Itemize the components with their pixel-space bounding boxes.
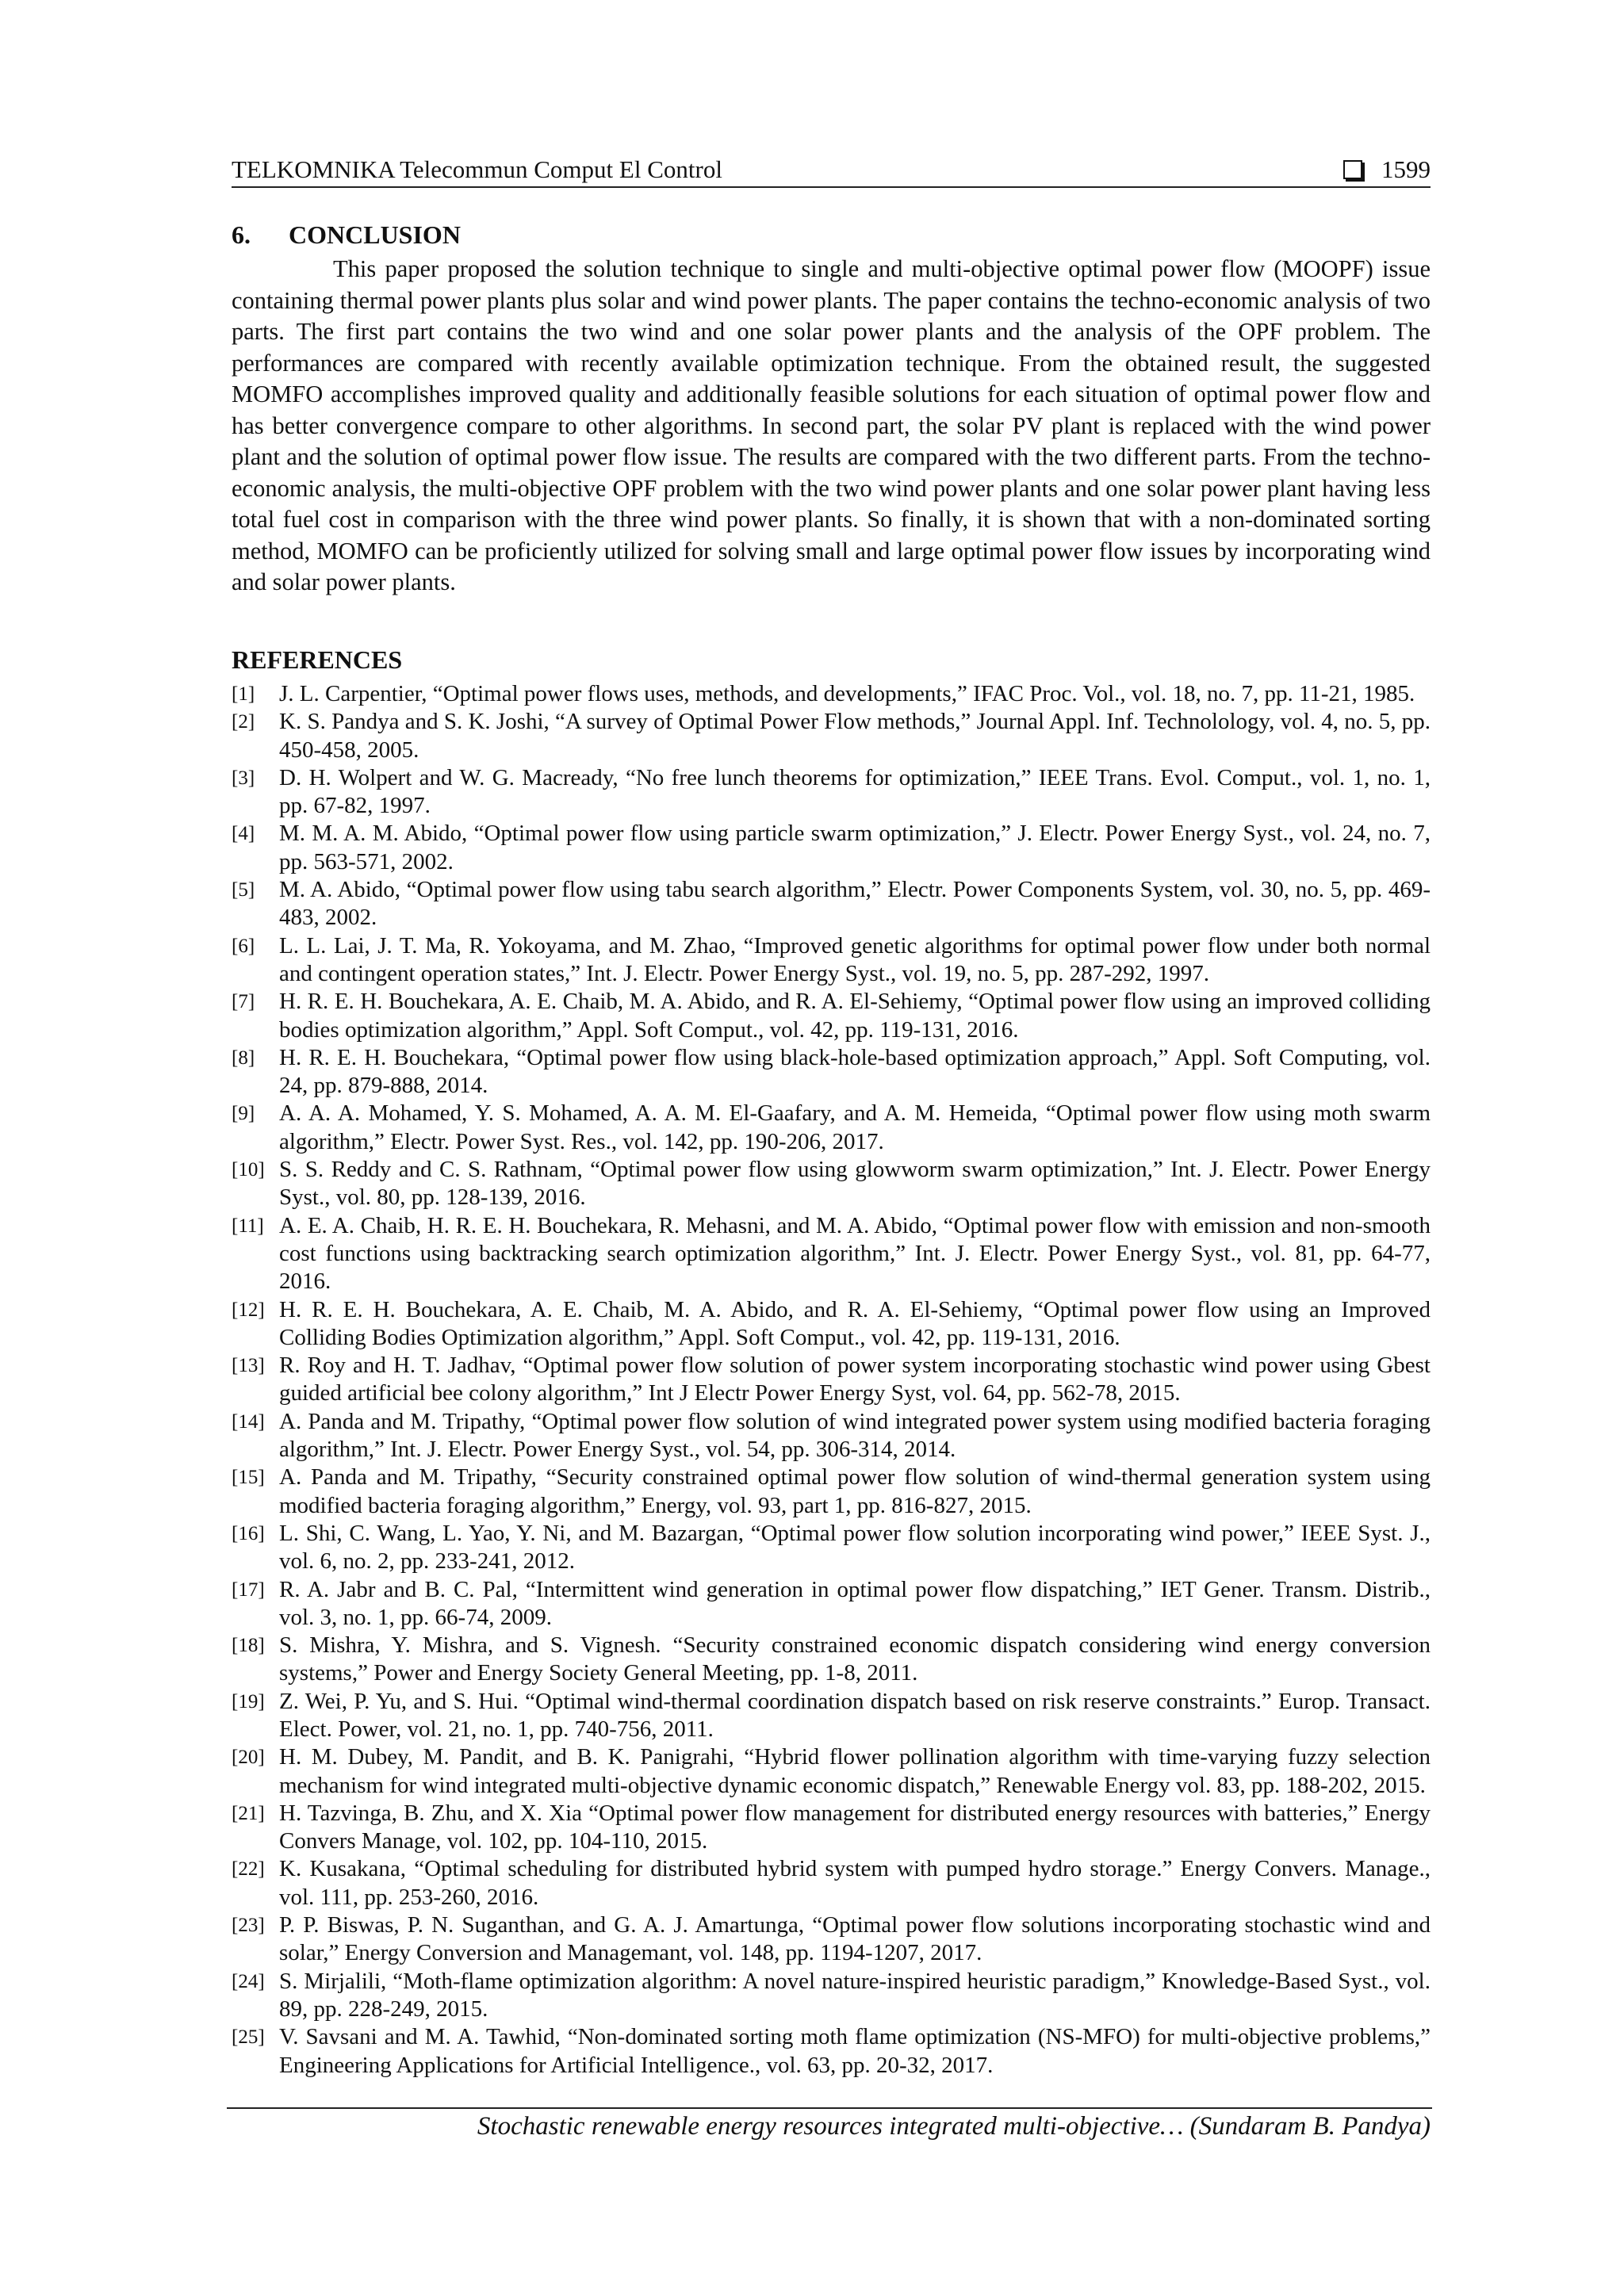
reference-text: R. A. Jabr and B. C. Pal, “Intermittent wind generation in optimal power flow dispatching,” IET Gener. Transm. Distrib., vol. 3, no. 1, pp. 66-74, 2009. [279,1576,1431,1630]
reference-number: [14] [232,1410,265,1433]
reference-item [232,680,1431,708]
reference-item [232,2023,1431,2080]
reference-text: P. P. Biswas, P. N. Suganthan, and G. A. J. Amartunga, “Optimal power flow solutions incorporating stochastic wind and solar,” Energy Conversion and Managemant, vol. 148, pp. 1194-1207, 2017. [279,1912,1431,1966]
reference-text: M. M. A. M. Abido, “Optimal power flow using particle swarm optimization,” J. Electr. Power Energy Syst., vol. 24, no. 7, pp. 563-571, 2002. [279,821,1431,874]
reference-number: [5] [232,879,255,901]
reference-item [232,1911,1431,1968]
reference-text: R. Roy and H. T. Jadhav, “Optimal power flow solution of power system incorporating stochastic wind power using Gbest guided artificial bee colony algorithm,” Int J Electr Power Energy Syst, vol. 64, pp. 562-78, 2015. [279,1353,1431,1406]
reference-item [232,1044,1431,1100]
reference-text: H. Tazvinga, B. Zhu, and X. Xia “Optimal power flow management for distributed energy resources with batteries,” Energy Convers Manage, vol. 102, pp. 104-110, 2015. [279,1800,1431,1854]
reference-text: V. Savsani and M. A. Tawhid, “Non-dominated sorting moth flame optimization (NS-MFO) for multi-objective problems,” Engineering Applications for Artificial Intelligence., vol. 63, pp. 20-32, 2017. [279,2024,1431,2078]
reference-item [232,1212,1431,1296]
reference-item [232,988,1431,1044]
reference-number: [20] [232,1747,265,1769]
reference-item [232,1464,1431,1520]
page-number: 1599 [1381,155,1431,183]
reference-text: M. A. Abido, “Optimal power flow using tabu search algorithm,” Electr. Power Components System, vol. 30, no. 5, pp. 469-483, 2002. [279,877,1431,931]
header-right [1343,155,1431,184]
reference-item [232,1156,1431,1212]
references-heading: REFERENCES [232,645,403,674]
journal-name: TELKOMNIKA Telecommun Comput El Control [232,155,722,183]
reference-item [232,1576,1431,1632]
reference-text: J. L. Carpentier, “Optimal power flows uses, methods, and developments,” IFAC Proc. Vol., vol. 18, no. 7, pp. 11-21, 1985. [279,681,1415,706]
running-footer: Stochastic renewable energy resources integrated multi-objective… (Sundaram B. Pandya) [477,2112,1431,2141]
conclusion-paragraph: This paper proposed the solution technique to single and multi-objective optimal power flow (MOOPF) issue containing thermal power plants plus solar and wind power plants. The paper contains the techno-economic analysis of two parts. The first part contains the two wind and one solar power plants and the analysis of the OPF problem. The performances are compared with recently available optimization technique. From the obtained result, the suggested MOMFO accomplishes improved quality and additionally feasible solutions for each situation of optimal power flow and has better convergence compare to other algorithms. In second part, the solar PV plant is replaced with the wind power plant and the solution of optimal power flow issue. The results are compared with the two different parts. From the techno-economic analysis, the multi-objective OPF problem with the two wind power plants and one solar power plant having less total fuel cost in comparison with the three wind power plants. So finally, it is shown that with a non-dominated sorting method, MOMFO can be proficiently utilized for solving small and large optimal power flow issues by incorporating wind and solar power plants. [232,255,1431,595]
reference-text: S. Mirjalili, “Moth-flame optimization algorithm: A novel nature-inspired heuristic paradigm,” Knowledge-Based Syst., vol. 89, pp. 228-249, 2015. [279,1968,1431,2022]
reference-item [232,1632,1431,1688]
reference-item [232,1968,1431,2024]
conclusion-heading [232,220,461,250]
reference-number: [21] [232,1802,265,1824]
reference-number: [15] [232,1467,265,1489]
reference-item [232,820,1431,876]
reference-item [232,1520,1431,1576]
reference-text: H. R. E. H. Bouchekara, A. E. Chaib, M. A. Abido, and R. A. El-Sehiemy, “Optimal power flow using an Improved Colliding Bodies Optimization algorithm,” Appl. Soft Comput., vol. 42, pp. 119-131, 2016. [279,1296,1431,1350]
reference-number: [3] [232,767,255,789]
reference-number: [2] [232,711,255,733]
reference-item [232,708,1431,764]
reference-item [232,764,1431,821]
reference-item [232,876,1431,932]
reference-item [232,1800,1431,1856]
section-title: CONCLUSION [289,220,461,249]
reference-number: [22] [232,1858,265,1881]
reference-text: A. Panda and M. Tripathy, “Security constrained optimal power flow solution of wind-thermal generation system using modified bacteria foraging algorithm,” Energy, vol. 93, part 1, pp. 816-827, 2015. [279,1464,1431,1518]
reference-number: [4] [232,823,255,845]
reference-text: A. E. A. Chaib, H. R. E. H. Bouchekara, R. Mehasni, and M. A. Abido, “Optimal power flow with emission and non-smooth cost functions using backtracking search optimization algorithm,” Int. J. Electr. Power Energy Syst., vol. 81, pp. 64-77, 2016. [279,1212,1431,1295]
reference-text: L. Shi, C. Wang, L. Yao, Y. Ni, and M. Bazargan, “Optimal power flow solution incorporating wind power,” IEEE Syst. J., vol. 6, no. 2, pp. 233-241, 2012. [279,1520,1431,1575]
square-box-icon [1343,160,1362,179]
reference-number: [11] [232,1215,264,1237]
reference-item [232,1296,1431,1353]
reference-text: H. R. E. H. Bouchekara, “Optimal power flow using black-hole-based optimization approach,” Appl. Soft Computing, vol. 24, pp. 879-888, 2014. [279,1044,1431,1099]
reference-text: D. H. Wolpert and W. G. Macready, “No free lunch theorems for optimization,” IEEE Trans. Evol. Comput., vol. 1, no. 1, pp. 67-82, 1997. [279,764,1431,819]
reference-item [232,932,1431,989]
reference-number: [23] [232,1915,265,1937]
reference-text: Z. Wei, P. Yu, and S. Hui. “Optimal wind-thermal coordination dispatch based on risk reserve constraints.” Europ. Transact. Elect. Power, vol. 21, no. 1, pp. 740-756, 2011. [279,1688,1431,1742]
reference-text: L. L. Lai, J. T. Ma, R. Yokoyama, and M. Zhao, “Improved genetic algorithms for optimal power flow under both normal and contingent operation states,” Int. J. Electr. Power Energy Syst., vol. 19, no. 5, pp. 287-292, 1997. [279,932,1431,986]
reference-text: H. R. E. H. Bouchekara, A. E. Chaib, M. A. Abido, and R. A. El-Sehiemy, “Optimal power flow using an improved colliding bodies optimization algorithm,” Appl. Soft Comput., vol. 42, pp. 119-131, 2016. [279,989,1431,1043]
reference-number: [12] [232,1299,265,1321]
section-number: 6. [232,220,251,249]
reference-number: [24] [232,1970,265,1992]
reference-number: [19] [232,1690,265,1712]
reference-item [232,1100,1431,1156]
reference-number: [10] [232,1159,265,1181]
reference-number: [25] [232,2026,265,2049]
reference-text: A. Panda and M. Tripathy, “Optimal power flow solution of wind integrated power system using modified bacteria foraging algorithm,” Int. J. Electr. Power Energy Syst., vol. 54, pp. 306-314, 2014. [279,1408,1431,1463]
reference-list [232,680,1431,2080]
reference-item [232,1743,1431,1800]
reference-number: [8] [232,1047,255,1069]
reference-number: [7] [232,991,255,1013]
reference-text: S. S. Reddy and C. S. Rathnam, “Optimal power flow using glowworm swarm optimization,” Int. J. Electr. Power Energy Syst., vol. 80, pp. 128-139, 2016. [279,1157,1431,1211]
reference-text: S. Mishra, Y. Mishra, and S. Vignesh. “Security constrained economic dispatch considering wind energy conversion systems,” Power and Energy Society General Meeting, pp. 1-8, 2011. [279,1632,1431,1686]
reference-number: [6] [232,935,255,957]
reference-number: [18] [232,1635,265,1657]
running-header [232,155,1431,188]
reference-text: A. A. A. Mohamed, Y. S. Mohamed, A. A. M. El-Gaafary, and A. M. Hemeida, “Optimal power flow using moth swarm algorithm,” Electr. Power Syst. Res., vol. 142, pp. 190-206, 2017. [279,1100,1431,1154]
reference-item [232,1855,1431,1911]
reference-item [232,1352,1431,1408]
reference-number: [1] [232,683,255,705]
reference-text: H. M. Dubey, M. Pandit, and B. K. Panigrahi, “Hybrid flower pollination algorithm with time-varying fuzzy selection mechanism for wind integrated multi-objective dynamic economic dispatch,” Renewable Energy vol. 83, pp. 188-202, 2015. [279,1744,1431,1798]
reference-number: [17] [232,1578,265,1601]
reference-item [232,1688,1431,1744]
reference-item [232,1408,1431,1464]
reference-number: [16] [232,1522,265,1544]
reference-text: K. S. Pandya and S. K. Joshi, “A survey of Optimal Power Flow methods,” Journal Appl. Inf. Technolology, vol. 4, no. 5, pp. 450-458, 2005. [279,709,1431,763]
footer-divider [227,2107,1432,2109]
reference-text: K. Kusakana, “Optimal scheduling for distributed hybrid system with pumped hydro storage.” Energy Convers. Manage., vol. 111, pp. 253-260, 2016. [279,1856,1431,1910]
reference-number: [9] [232,1103,255,1125]
reference-number: [13] [232,1355,265,1377]
